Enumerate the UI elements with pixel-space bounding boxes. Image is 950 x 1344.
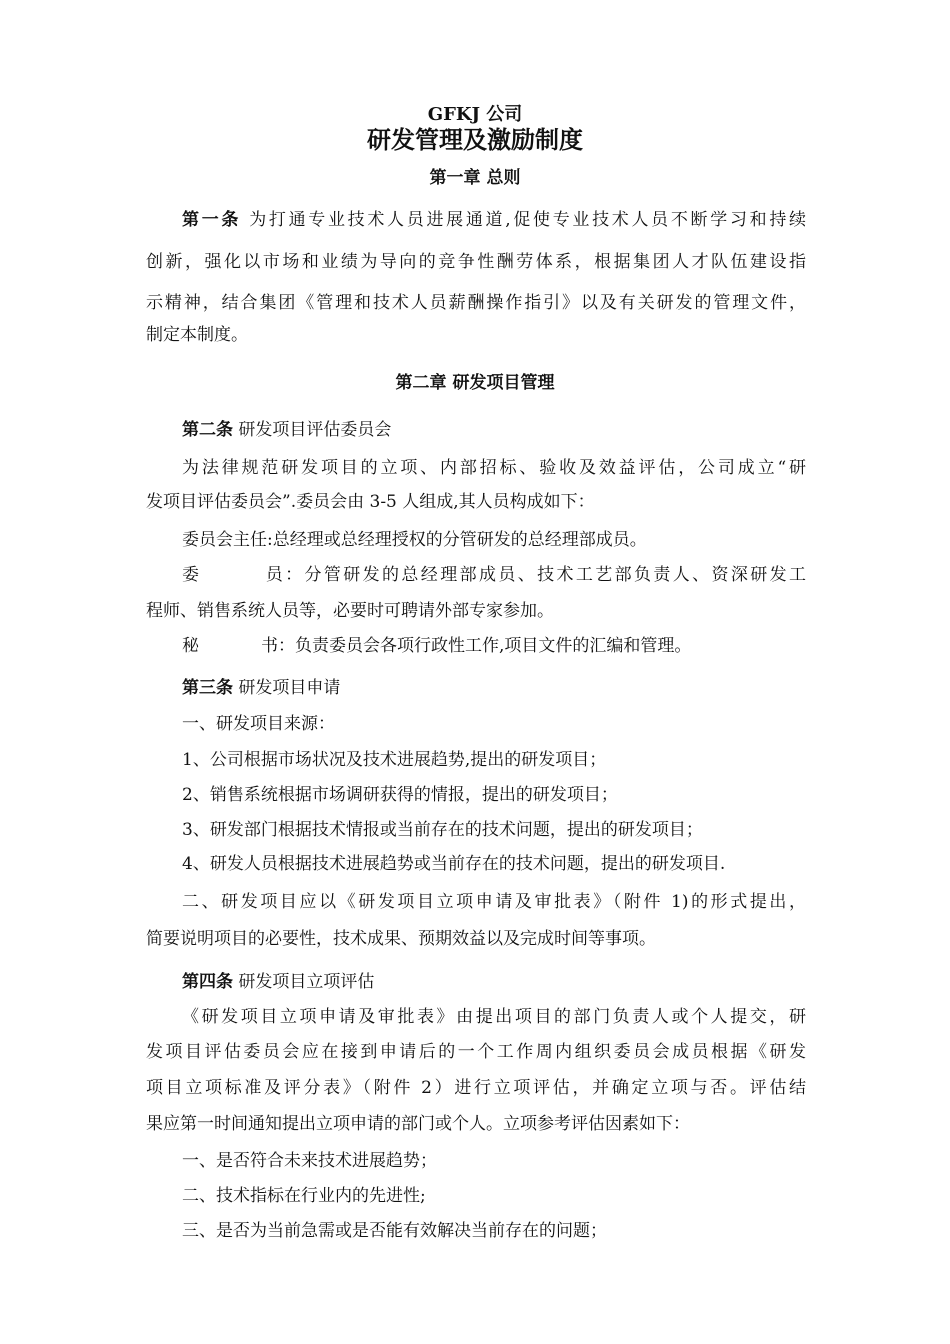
- art3-sub-1: 一、研发项目来源：: [182, 714, 335, 734]
- chapter-1-heading: 第一章 总则: [429, 168, 521, 188]
- list-item: 一、是否符合未来技术进展趋势；: [182, 1151, 437, 1171]
- art4-line-2: 发项目评估委员会应在接到申请后的一个工作周内组织委员会成员根据《研发: [146, 1042, 806, 1062]
- chapter-2-heading: 第二章 研发项目管理: [395, 373, 555, 393]
- company-name: GFKJ 公司: [427, 104, 523, 125]
- art2-label: 第二条: [182, 420, 233, 440]
- art3-sub-2-line-2: 简要说明项目的必要性，技术成果、预期效益以及完成时间等事项。: [146, 929, 656, 949]
- art2-heading: 第二条 研发项目评估委员会: [182, 420, 392, 440]
- art2-member-line-1: 委 员：分管研发的总经理部成员、技术工艺部负责人、资深研发工: [182, 565, 807, 585]
- list-item: 4、研发人员根据技术进展趋势或当前存在的技术问题，提出的研发项目.: [182, 854, 726, 874]
- art2-member-line-2: 程师、销售系统人员等，必要时可聘请外部专家参加。: [146, 601, 554, 621]
- list-item: 三、是否为当前急需或是否能有效解决当前存在的问题；: [182, 1221, 607, 1241]
- art3-sub-2-line-1: 二、研发项目应以《研发项目立项申请及审批表》（附件 1)的形式提出，: [182, 892, 806, 912]
- list-item: 3、研发部门根据技术情报或当前存在的技术问题，提出的研发项目；: [182, 820, 703, 840]
- list-item: 1、公司根据市场状况及技术进展趋势,提出的研发项目；: [182, 750, 607, 770]
- art3-label: 第三条: [182, 678, 233, 698]
- art1-line-1: 第一条 为打通专业技术人员进展通道,促使专业技术人员不断学习和持续: [182, 210, 807, 230]
- list-item: 二、技术指标在行业内的先进性;: [182, 1186, 426, 1206]
- art2-p1-line-2: 发项目评估委员会”.委员会由 3-5 人组成,其人员构成如下：: [146, 492, 595, 512]
- document-title: 研发管理及激励制度: [367, 126, 583, 154]
- art2-secretary: 秘 书：负责委员会各项行政性工作,项目文件的汇编和管理。: [182, 636, 692, 656]
- art2-p1-line-1: 为法律规范研发项目的立项、内部招标、验收及效益评估，公司成立“研: [182, 458, 806, 478]
- art1-line-2: 创新，强化以市场和业绩为导向的竞争性酬劳体系，根据集团人才队伍建设指: [146, 252, 806, 272]
- art2-chair: 委员会主任:总经理或总经理授权的分管研发的总经理部成员。: [182, 530, 647, 550]
- art4-heading: 第四条 研发项目立项评估: [182, 972, 375, 992]
- art4-line-3: 项目立项标准及评分表》（附件 2）进行立项评估，并确定立项与否。评估结: [146, 1078, 806, 1098]
- art1-line-4: 制定本制度。: [146, 325, 248, 345]
- art3-heading: 第三条 研发项目申请: [182, 678, 341, 698]
- art4-line-1: 《研发项目立项申请及审批表》由提出项目的部门负责人或个人提交，研: [182, 1007, 806, 1027]
- art4-label: 第四条: [182, 972, 233, 992]
- art4-line-4: 果应第一时间通知提出立项申请的部门或个人。立项参考评估因素如下：: [146, 1114, 690, 1134]
- art1-line-3: 示精神，结合集团《管理和技术人员薪酬操作指引》以及有关研发的管理文件，: [146, 293, 806, 313]
- list-item: 2、销售系统根据市场调研获得的情报，提出的研发项目；: [182, 785, 618, 805]
- art1-label: 第一条: [182, 210, 242, 230]
